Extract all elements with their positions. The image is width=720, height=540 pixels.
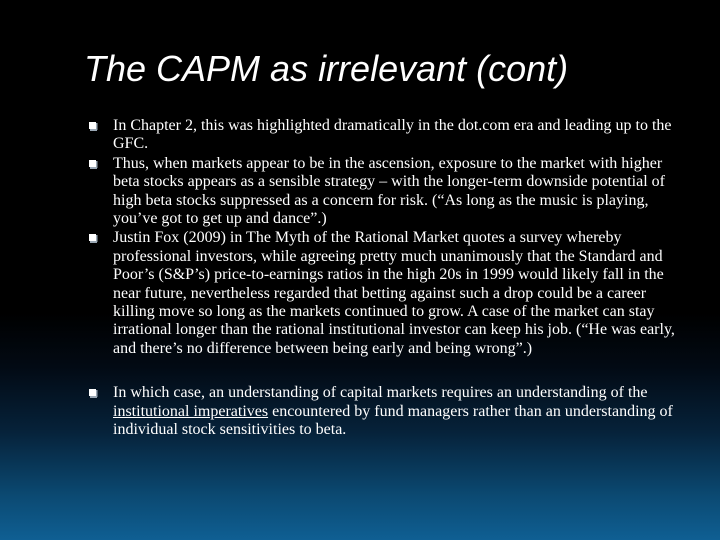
square-bullet-icon — [88, 387, 98, 400]
square-bullet-icon — [88, 158, 98, 171]
bullet-text-segment: In which case, an understanding of capital markets requires an understanding of the — [113, 384, 648, 402]
slide-title: The CAPM as irrelevant (cont) — [84, 48, 569, 89]
square-bullet-icon — [88, 120, 98, 133]
bullet-item — [88, 117, 678, 154]
bullet-text-segment: encountered by fund managers rather than an understanding of individual stock sensitivities to beta. — [113, 402, 673, 439]
underlined-phrase: institutional imperatives — [113, 402, 269, 420]
bullet-text: Thus, when markets appear to be in the ascension, exposure to the market with higher beta stocks appears as a sensible strategy – with the longer-term downside potential of high beta stocks suppressed as a concern for risk. (“As long as the music is playing, you’ve got to get up and dance”.) — [113, 154, 665, 228]
bullet-item — [88, 229, 678, 358]
bullet-text — [113, 384, 673, 438]
bullet-text: Justin Fox (2009) in The Myth of the Rational Market quotes a survey whereby professional investors, while agreeing pretty much unanimously that the Standard and Poor’s (S&P’s) price-to-earnings ratios in the high 20s in 1999 would likely fall in the near future, nevertheless regarded that betting against such a drop could be a career killing move so long as the markets continued to grow. A case of the market can stay irrational longer than the rational institutional investor can keep his job. (“He was early, and there’s no difference between being early and being wrong”.) — [113, 229, 675, 357]
bullet-item — [88, 155, 678, 229]
bullet-list — [88, 117, 678, 440]
square-bullet-icon — [88, 232, 98, 245]
bullet-item — [88, 384, 678, 439]
bullet-text: In Chapter 2, this was highlighted dramatically in the dot.com era and leading up to the GFC. — [113, 117, 672, 153]
